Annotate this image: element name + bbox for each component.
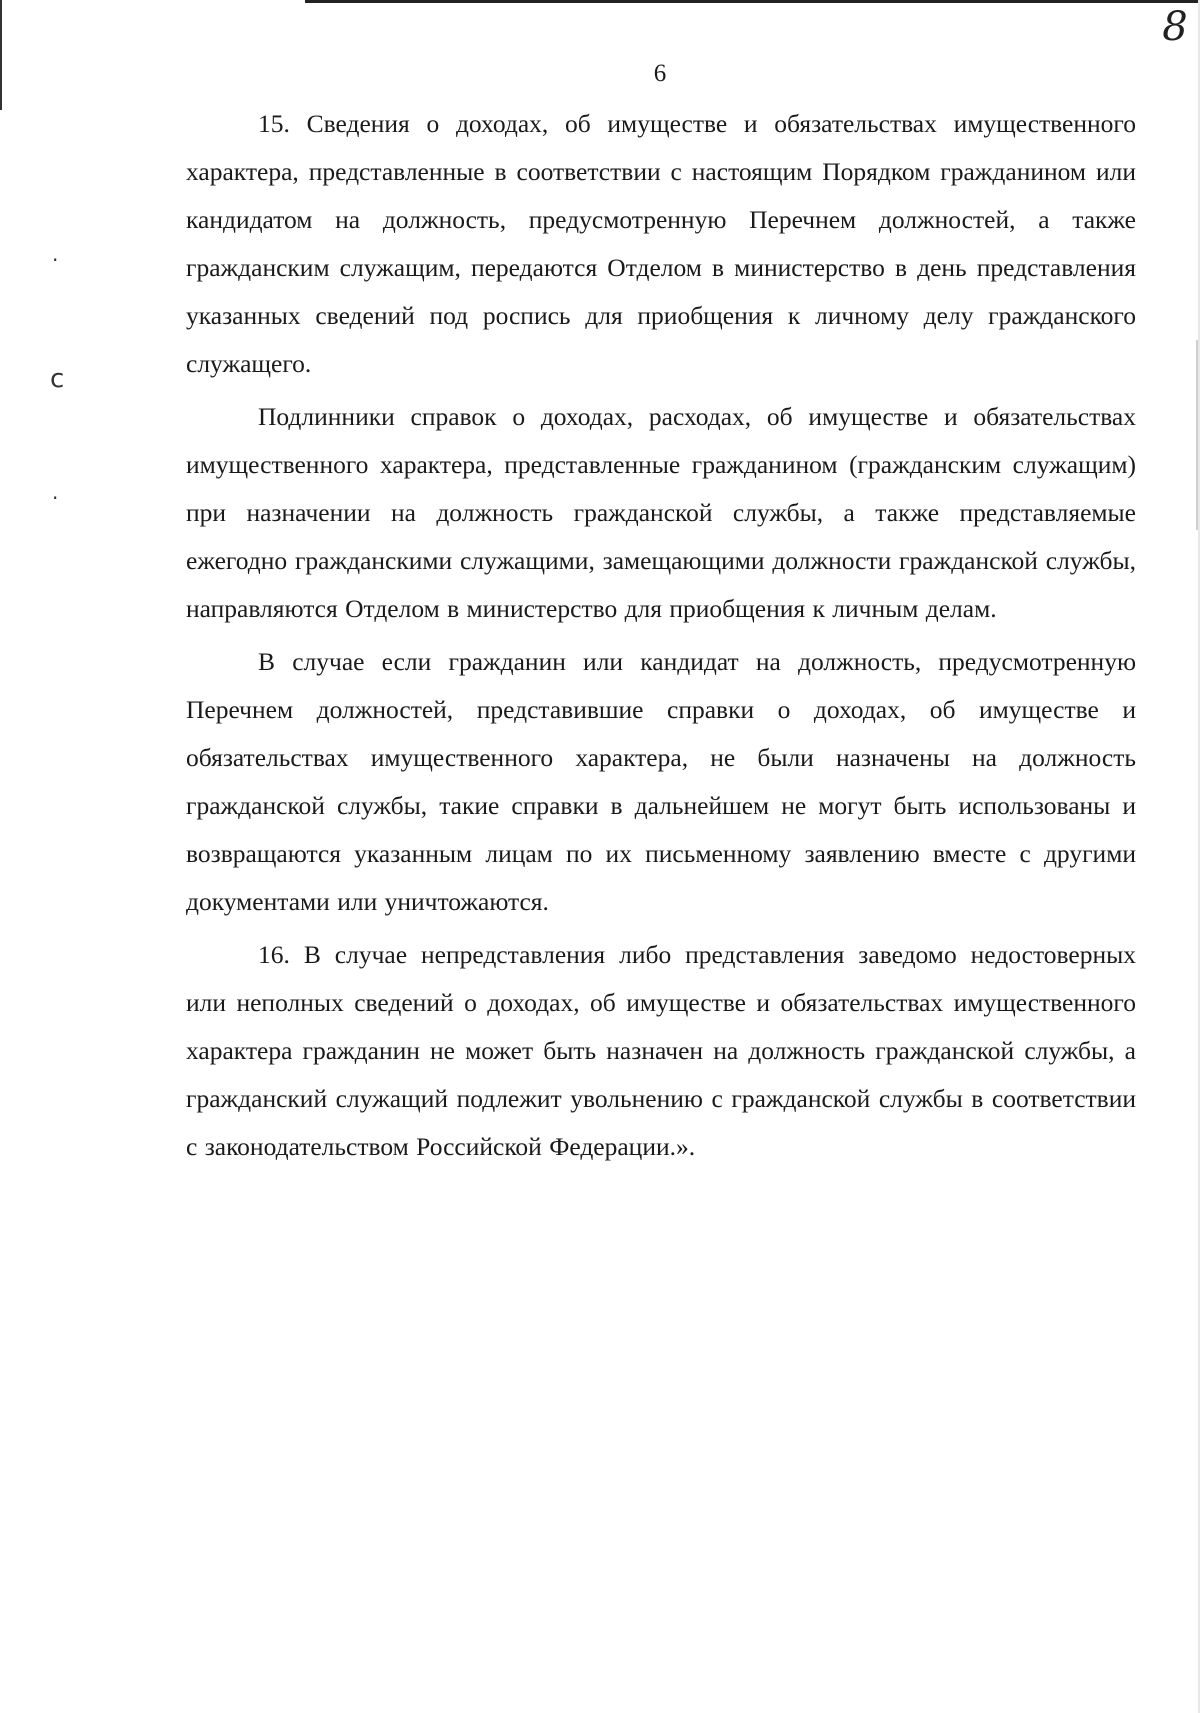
paragraph-16: 16. В случае непредставления либо представления заведомо недостоверных или неполных сведений о доходах, об имуществе и обязательствах имущественного характера гражданин не может быть назначен на должность гражданской службы, а гражданский служащий подлежит увольнению с гражданской службы в соответствии с законодательством Российской Федерации.».: [186, 940, 1136, 1161]
page-number: 6: [653, 60, 667, 87]
scan-top-edge: [305, 0, 1200, 3]
scan-left-edge: [0, 0, 2, 110]
paragraph-not-appointed: В случае если гражданин или кандидат на должность, предусмотренную Перечнем должностей, представившие справки о доходах, об имуществе и обязательствах имущественного характера, не были назначены на должность гражданской службы, такие справки в дальнейшем не могут быть использованы и возвращаются указанным лицам по их письменному заявлению вместе с другими документами или уничтожаются.: [186, 647, 1136, 916]
paragraph-15: 15. Сведения о доходах, об имуществе и обязательствах имущественного характера, представленные в соответствии с настоящим Порядком гражданином или кандидатом на должность, предусмотренную Перечнем должностей, а также гражданским служащим, передаются Отделом в министерство в день представления указанных сведений под роспись для приобщения к личному делу гражданского служащего.: [186, 109, 1136, 378]
scan-speck: ·: [52, 248, 59, 272]
scan-speck: ·: [52, 486, 59, 510]
scan-speck: ϲ: [50, 364, 65, 394]
paragraph-originals: Подлинники справок о доходах, расходах, об имуществе и обязательствах имущественного характера, представленные гражданином (гражданским служащим) при назначении на должность гражданской службы, а также представляемые ежегодно гражданскими служащими, замещающими должности гражданской службы, направляются Отделом в министерство для приобщения к личным делам.: [186, 402, 1136, 623]
scan-right-mark: [1196, 340, 1198, 530]
handwritten-sheet-number: 8: [1162, 4, 1188, 50]
document-body: [186, 100, 1136, 1176]
